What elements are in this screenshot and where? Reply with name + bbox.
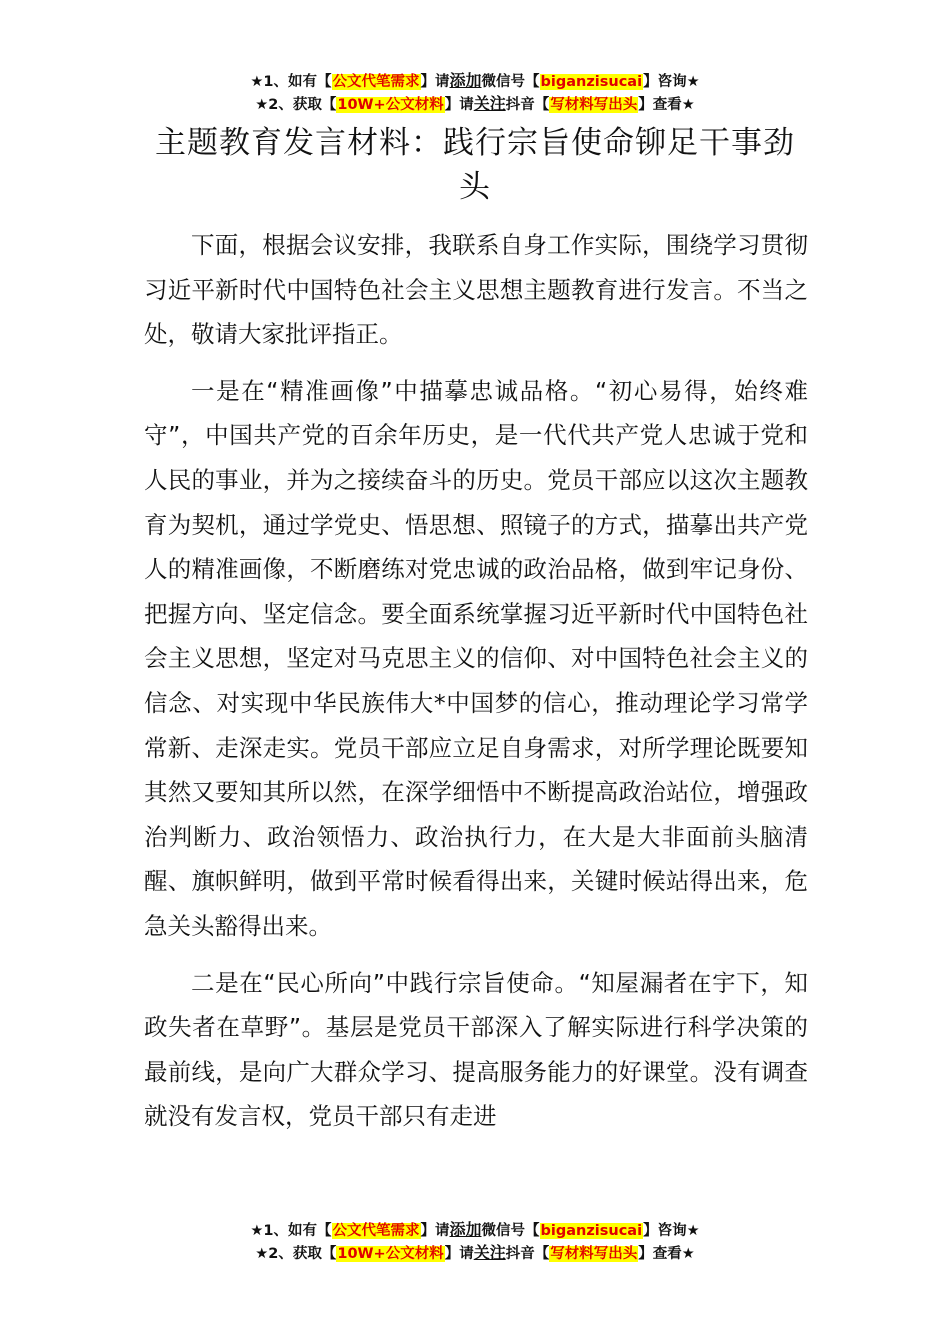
- document-body: [144, 223, 808, 1151]
- promo-banner-top: [0, 70, 950, 116]
- body-paragraph-point-one: 一是在“精准画像”中描摹忠诚品格。“初心易得，始终难守”，中国共产党的百余年历史，是一代代共产党人忠诚于党和人民的事业，并为之接续奋斗的历史。党员干部应以这次主题教育为契机，通过学党史、悟思想、照镜子的方式，描摹出共产党人的精准画像，不断磨练对党忠诚的政治品格，做到牢记身份、把握方向、坚定信念。要全面系统掌握习近平新时代中国特色社会主义思想，坚定对马克思主义的信仰、对中国特色社会主义的信念、对实现中华民族伟大*中国梦的信心，推动理论学习常学常新、走深走实。党员干部应立足自身需求，对所学理论既要知其然又要知其所以然，在深学细悟中不断提高政治站位，增强政治判断力、政治领悟力、政治执行力，在大是大非面前头脑清醒、旗帜鲜明，做到平常时候看得出来，关键时候站得出来，危急关头豁得出来。: [144, 376, 808, 940]
- promo-line-1-mid: 】请: [420, 1223, 450, 1239]
- promo-line-1-highlight-wechat: biganzisucai: [540, 1223, 643, 1239]
- promo-line-1-mid2: 微信号【: [481, 74, 540, 90]
- promo-line-2-emphasis: 关注: [473, 94, 506, 113]
- promo-line-1-highlight-service: 公文代笔需求: [332, 1223, 420, 1239]
- promo-line-2-mid: 】请: [444, 97, 474, 113]
- promo-line-1-prefix: ★1、如有【: [250, 1223, 332, 1239]
- promo-line-2: [0, 93, 950, 116]
- promo-line-2-prefix: ★2、获取【: [255, 1246, 337, 1262]
- promo-line-2-suffix: 】查看★: [638, 1246, 695, 1262]
- promo-line-1-emphasis: 添加: [449, 1220, 482, 1239]
- promo-line-2-highlight-douyin: 写材料写出头: [550, 1246, 638, 1262]
- promo-line-2: [0, 1242, 950, 1265]
- promo-line-2-mid: 】请: [444, 1246, 474, 1262]
- promo-line-1-mid: 】请: [420, 74, 450, 90]
- promo-line-2-prefix: ★2、获取【: [255, 97, 337, 113]
- promo-line-1-mid2: 微信号【: [481, 1223, 540, 1239]
- promo-line-2-highlight-douyin: 写材料写出头: [550, 97, 638, 113]
- document-title: 主题教育发言材料：践行宗旨使命铆足干事劲头: [155, 125, 795, 205]
- promo-line-2-mid2: 抖音【: [505, 97, 550, 113]
- promo-line-1: [0, 1219, 950, 1242]
- promo-line-1-prefix: ★1、如有【: [250, 74, 332, 90]
- promo-line-2-emphasis: 关注: [473, 1243, 506, 1262]
- promo-line-2-mid2: 抖音【: [505, 1246, 550, 1262]
- promo-line-1-emphasis: 添加: [449, 71, 482, 90]
- promo-banner-bottom: [0, 1219, 950, 1265]
- promo-line-1-suffix: 】咨询★: [643, 74, 700, 90]
- promo-line-1-suffix: 】咨询★: [643, 1223, 700, 1239]
- promo-line-1-highlight-wechat: biganzisucai: [540, 74, 643, 90]
- promo-line-2-highlight-materials: 10W+公文材料: [337, 1246, 444, 1262]
- promo-line-1-highlight-service: 公文代笔需求: [332, 74, 420, 90]
- body-paragraph-intro: 下面，根据会议安排，我联系自身工作实际，围绕学习贯彻习近平新时代中国特色社会主义思想主题教育进行发言。不当之处，敬请大家批评指正。: [144, 231, 808, 349]
- promo-line-1: [0, 70, 950, 93]
- body-paragraph-point-two: 二是在“民心所向”中践行宗旨使命。“知屋漏者在宇下，知政失者在草野”。基层是党员干部深入了解实际进行科学决策的最前线，是向广大群众学习、提高服务能力的好课堂。没有调查就没有发言权，党员干部只有走进: [144, 968, 808, 1131]
- promo-line-2-highlight-materials: 10W+公文材料: [337, 97, 444, 113]
- promo-line-2-suffix: 】查看★: [638, 97, 695, 113]
